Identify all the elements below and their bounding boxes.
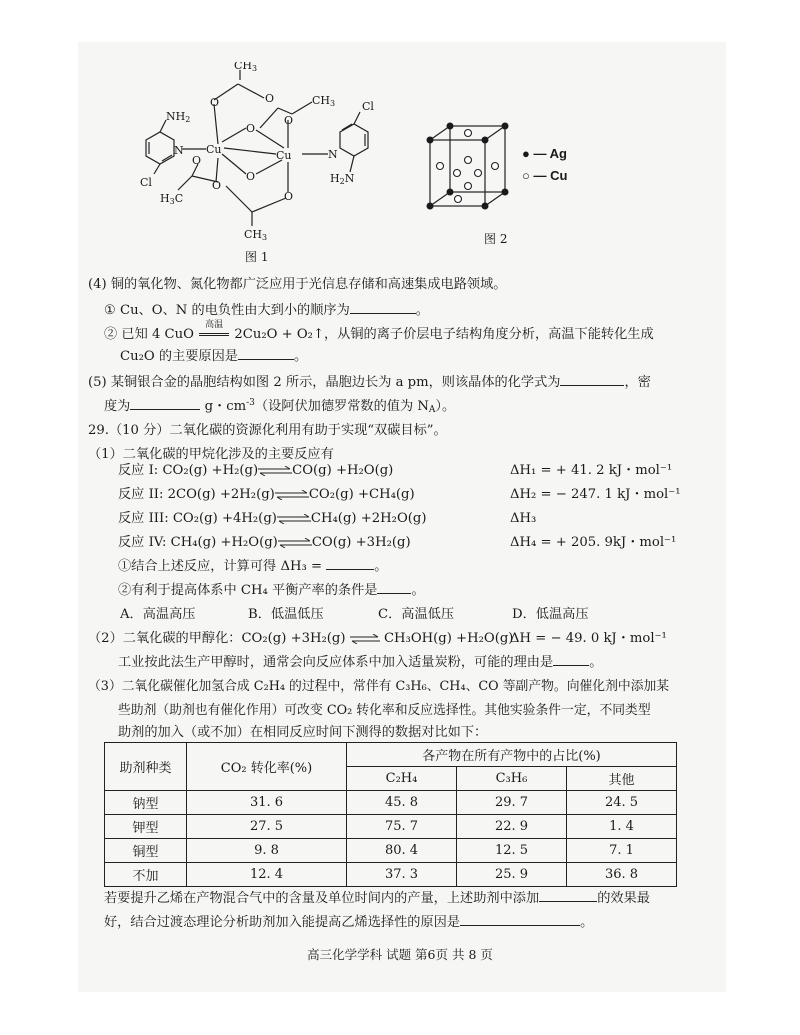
- h2n-label: H2N: [330, 172, 355, 186]
- reaction-label: 反应 III:: [118, 511, 169, 526]
- reaction-row: [118, 462, 393, 480]
- figure-2-caption: 图 2: [484, 232, 508, 246]
- answer-blank[interactable]: [326, 558, 374, 570]
- q29-p1-q2: ②有利于提高体系中 CH₄ 平衡产率的条件是 。: [118, 583, 425, 598]
- answer-blank[interactable]: [560, 374, 624, 386]
- q29-p1-q1: ①结合上述反应，计算可得 ΔH₃ = 。: [118, 559, 388, 574]
- o-atom: O: [284, 190, 294, 203]
- q5-line2: 度为 g・$cm^{-3}$（设阿伏加德罗常数的值为 $N_A$）。: [104, 398, 456, 415]
- table-cell: 80. 4: [347, 839, 457, 863]
- q29-after-line1: 若要提升乙烯在产物混合气中的含量及单位时间内的产量，上述助剂中添加 的效果最: [104, 891, 650, 906]
- ch3-label: CH3: [244, 228, 268, 242]
- n-atom-left: N: [174, 144, 184, 157]
- table-subheader: 其他: [566, 767, 676, 791]
- reaction-left: CO₂(g) +H₂(g): [162, 463, 259, 478]
- q29-header: 29.（10 分）二氧化碳的资源化利用有助于实现“双碳目标”。: [88, 423, 447, 438]
- table-cell: 45. 8: [347, 791, 457, 815]
- ch3-label: CH3: [234, 62, 258, 73]
- table-row: [105, 815, 677, 839]
- legend-ag: ● — Ag: [522, 146, 567, 161]
- reaction-label: 反应 II:: [118, 487, 164, 502]
- reaction-row: [118, 534, 411, 552]
- option-b[interactable]: B．低温低压: [248, 607, 324, 622]
- reaction-left: 2CO(g) +2H₂(g): [167, 487, 275, 502]
- reaction-right: CH₄(g) +2H₂O(g): [310, 511, 427, 526]
- answer-blank[interactable]: [350, 302, 416, 314]
- q29-part3-line3: 助剂的加入（或不加）在相同反应时间下测得的数据对比如下：: [118, 725, 488, 740]
- q29-part1-title: （1）二氧化碳的甲烷化涉及的主要反应有: [88, 447, 334, 462]
- answer-blank[interactable]: [238, 348, 294, 360]
- q29-after-line2: 好，结合过渡态理论分析助剂加入能提高乙烯选择性的原因是 。: [104, 915, 594, 930]
- table-cell: 不加: [105, 863, 187, 887]
- table-cell: 12. 5: [456, 839, 566, 863]
- page-footer: 高三化学学科 试题 第6页 共 8 页: [307, 947, 493, 962]
- table-subheader: C₃H₆: [456, 767, 566, 791]
- figure-1-caption: 图 1: [245, 250, 269, 264]
- cu-atom-left: Cu: [206, 143, 222, 156]
- q4-sub2: ② 已知 4 CuO 高温 2Cu₂O + O₂↑，从铜的离子价层电子结构角度分析，高温下能转化生成: [104, 320, 654, 342]
- equilibrium-arrow-icon: [350, 634, 380, 644]
- q29-part2: （2）二氧化碳的甲醇化：CO₂(g) +3H₂(g) CH₃OH(g) +H₂O(g): [88, 631, 514, 646]
- q29-part3-line2: 些助剂（助剂也有催化作用）可改变 CO₂ 转化率和反应选择性。其他实验条件一定，不同类型: [118, 703, 651, 718]
- figure-2-unit-cell: [420, 118, 520, 218]
- o-atom: O: [284, 114, 294, 127]
- table-cell: 24. 5: [566, 791, 676, 815]
- table-cell: 25. 9: [456, 863, 566, 887]
- data-table: [104, 742, 677, 887]
- table-cell: 31. 6: [187, 791, 347, 815]
- reaction-row: [118, 510, 427, 528]
- equilibrium-arrow-icon: [278, 538, 312, 548]
- table-cell: 22. 9: [456, 815, 566, 839]
- option-a[interactable]: A．高温高压: [120, 607, 196, 622]
- equilibrium-arrow-icon: [258, 466, 292, 476]
- reaction-enthalpy: ΔH₂ = − 247. 1 kJ・mol⁻¹: [510, 487, 681, 502]
- answer-blank[interactable]: [460, 914, 580, 926]
- ch3-label: CH3: [312, 94, 336, 108]
- option-d[interactable]: D．低温高压: [512, 607, 589, 622]
- o-atom: O: [212, 179, 222, 192]
- reaction-label: 反应 IV:: [118, 535, 167, 550]
- table-header-conversion: CO₂ 转化率(%): [187, 743, 347, 791]
- equilibrium-arrow-icon: [275, 490, 309, 500]
- table-row: [105, 839, 677, 863]
- answer-blank[interactable]: [377, 582, 411, 594]
- q29-part3-line1: （3）二氧化碳催化加氢合成 C₂H₄ 的过程中，常伴有 C₃H₆、CH₄、CO 等副产物。向催化剂中添加某: [88, 679, 670, 694]
- q5-line1: (5) 某铜银合金的晶胞结构如图 2 所示，晶胞边长为 a pm，则该晶体的化学式为 ，密: [88, 375, 651, 390]
- answer-blank[interactable]: [539, 890, 597, 902]
- o-atom: O: [210, 96, 220, 109]
- table-cell: 1. 4: [566, 815, 676, 839]
- table-row: [105, 791, 677, 815]
- reaction-right: CO(g) +H₂O(g): [292, 463, 394, 478]
- figure-1-structure: [128, 62, 388, 247]
- o-atom: O: [265, 92, 275, 105]
- table-cell: 钠型: [105, 791, 187, 815]
- reaction-right: CO₂(g) +CH₄(g): [308, 487, 415, 502]
- table-header-share: 各产物在所有产物中的占比(%): [347, 743, 677, 767]
- answer-blank[interactable]: [130, 398, 200, 410]
- q4-sub1: ① Cu、O、N 的电负性由大到小的顺序为 。: [104, 303, 429, 318]
- legend-cu: ○ — Cu: [522, 168, 568, 183]
- cu-atom-right: Cu: [276, 149, 292, 162]
- reaction-left: CH₄(g) +H₂O(g): [170, 535, 278, 550]
- answer-blank[interactable]: [553, 654, 589, 666]
- table-cell: 27. 5: [187, 815, 347, 839]
- table-cell: 37. 3: [347, 863, 457, 887]
- reaction-enthalpy: ΔH₄ = + 205. 9kJ・mol⁻¹: [510, 535, 677, 550]
- table-cell: 29. 7: [456, 791, 566, 815]
- o-atom: O: [246, 122, 256, 135]
- cl-label-left: Cl: [140, 176, 152, 189]
- table-cell: 75. 7: [347, 815, 457, 839]
- q29-part2-line2: 工业按此法生产甲醇时，通常会向反应体系中加入适量炭粉，可能的理由是 。: [118, 655, 603, 670]
- reaction-row: [118, 486, 415, 504]
- left-pyridine-ring: [146, 132, 174, 164]
- reaction-label: 反应 I:: [118, 463, 159, 478]
- reaction-left: CO₂(g) +4H₂(g): [172, 511, 277, 526]
- option-c[interactable]: C．高温低压: [378, 607, 455, 622]
- o-atom: O: [246, 170, 256, 183]
- q4-sub2-line2: Cu₂O 的主要原因是 。: [120, 349, 308, 364]
- reaction-enthalpy: ΔH₃: [510, 511, 537, 526]
- table-header-type: 助剂种类: [105, 743, 187, 791]
- n-atom-right: N: [328, 148, 338, 161]
- table-subheader: C₂H₄: [347, 767, 457, 791]
- reaction-condition-arrow: 高温: [198, 326, 230, 344]
- h3c-label: H3C: [160, 192, 184, 206]
- q29-part2-dh: ΔH = − 49. 0 kJ・mol⁻¹: [510, 631, 667, 646]
- table-cell: 12. 4: [187, 863, 347, 887]
- table-cell: 7. 1: [566, 839, 676, 863]
- table-cell: 钾型: [105, 815, 187, 839]
- table-cell: 36. 8: [566, 863, 676, 887]
- nh2-label: NH2: [166, 110, 191, 124]
- o-atom: O: [192, 154, 202, 167]
- reaction-enthalpy: ΔH₁ = + 41. 2 kJ・mol⁻¹: [510, 463, 673, 478]
- table-cell: 9. 8: [187, 839, 347, 863]
- reaction-right: CO(g) +3H₂(g): [311, 535, 411, 550]
- table-row: [105, 863, 677, 887]
- cl-label-right: Cl: [362, 100, 374, 113]
- table-cell: 铜型: [105, 839, 187, 863]
- equilibrium-arrow-icon: [277, 514, 311, 524]
- q4-stem: (4) 铜的氧化物、氮化物都广泛应用于光信息存储和高速集成电路领域。: [88, 277, 507, 292]
